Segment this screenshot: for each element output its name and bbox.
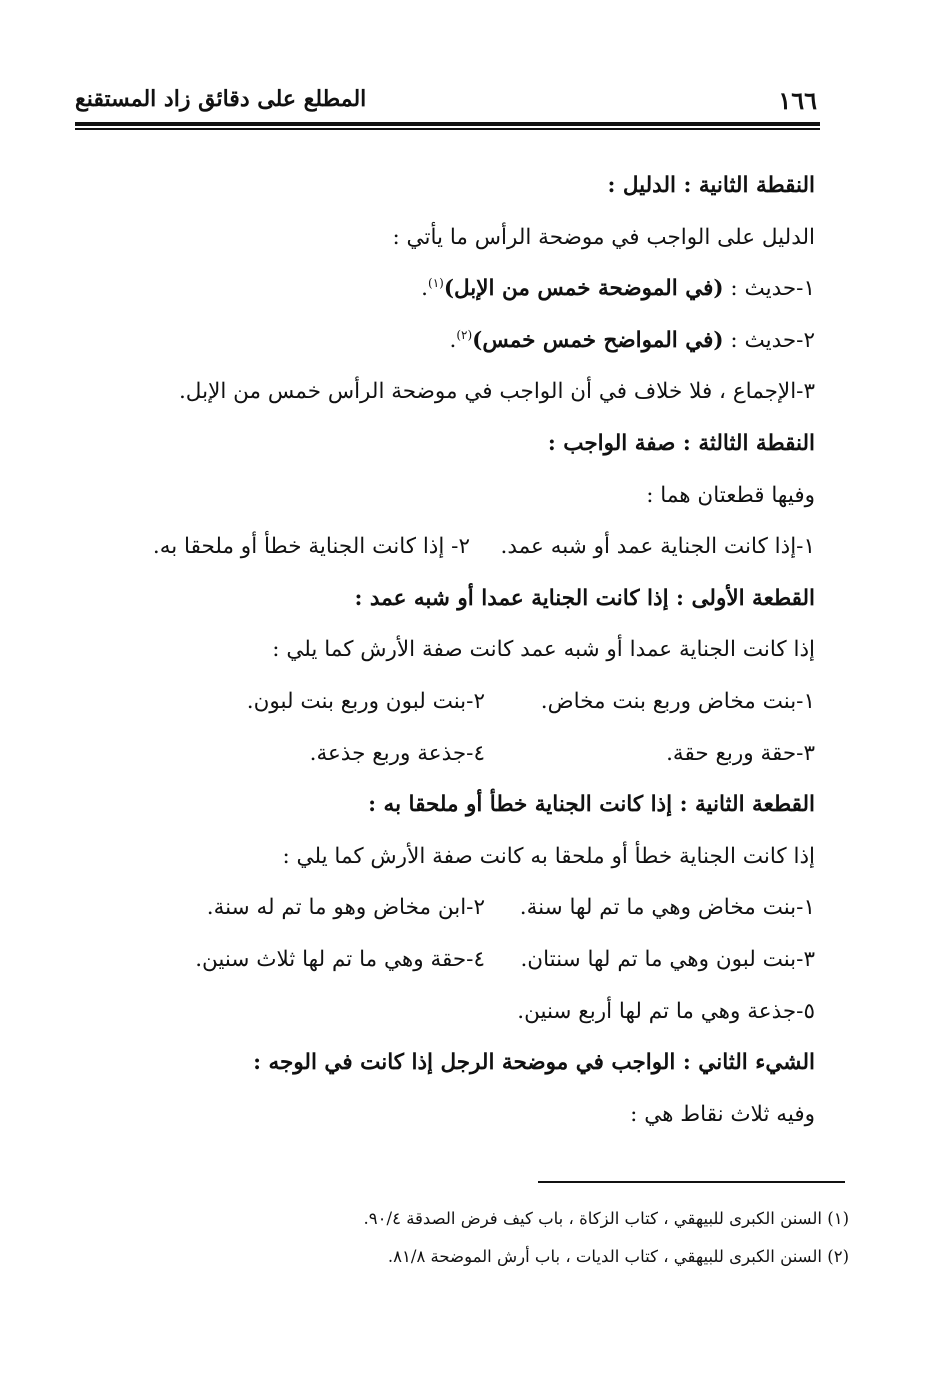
running-header xyxy=(75,86,817,126)
paragraph: الدليل على الواجب في موضحة الرأس ما يأتي : xyxy=(392,224,815,250)
list-item: ٣-حقة وربع حقة. xyxy=(666,740,815,766)
paragraph: وفيه ثلاث نقاط هي : xyxy=(630,1101,815,1127)
list-row xyxy=(73,728,815,780)
book-title: المطلع على دقائق زاد المستقنع xyxy=(75,86,367,112)
list-item: ٢-بنت لبون وربع بنت لبون. xyxy=(246,688,485,714)
punctuation: . xyxy=(421,276,429,302)
section-heading: النقطة الثالثة : صفة الواجب : xyxy=(547,430,815,456)
list-item: ٤-حقة وهي ما تم لها ثلاث سنين. xyxy=(195,946,485,972)
header-rule-thick xyxy=(75,122,820,126)
footnote: (١) السنن الكبرى للبيهقي ، كتاب الزكاة ، باب كيف فرض الصدقة ٩٠/٤. xyxy=(363,1209,849,1228)
section-heading: النقطة الثانية : الدليل : xyxy=(607,173,815,198)
footnote-ref: (٢) xyxy=(456,327,473,342)
footnote-ref: (١) xyxy=(428,276,444,291)
list-item: ٣-بنت لبون وهي ما تم لها سنتان. xyxy=(520,946,815,972)
paragraph: إذا كانت الجناية عمدا أو شبه عمد كانت صفة الأرش كما يلي : xyxy=(272,637,815,663)
list-row xyxy=(73,934,815,986)
list-item: ١-بنت مخاض وربع بنت مخاض. xyxy=(540,688,815,714)
list-item-prefix: ١-حديث : xyxy=(723,276,815,302)
list-item-prefix: ٢-حديث : xyxy=(723,327,815,353)
footnotes xyxy=(149,1200,849,1276)
main-text xyxy=(73,160,815,1140)
paragraph: إذا كانت الجناية خطأ أو ملحقا به كانت صفة الأرش كما يلي : xyxy=(282,843,815,869)
hadith-quote: (في المواضح خمس خمس) xyxy=(472,327,724,353)
section-heading: القطعة الثانية : إذا كانت الجناية خطأ أو ملحقا به : xyxy=(368,792,815,818)
footnote-rule xyxy=(538,1181,845,1183)
page-number: ١٦٦ xyxy=(778,86,817,115)
list-item: ١-بنت مخاض وهي ما تم لها سنة. xyxy=(519,895,815,921)
list-item: ٣-الإجماع ، فلا خلاف في أن الواجب في موضحة الرأس خمس من الإبل. xyxy=(178,379,815,405)
list-item xyxy=(73,315,815,367)
list-item: ١-إذا كانت الجناية عمد أو شبه عمد. xyxy=(500,534,815,560)
list-item: ٥-جذعة وهي ما تم لها أربع سنين. xyxy=(517,998,815,1024)
list-row xyxy=(73,676,815,728)
hadith-quote: (في الموضحة خمس من الإبل) xyxy=(443,276,724,302)
paragraph: وفيها قطعتان هما : xyxy=(646,482,815,508)
section-heading: القطعة الأولى : إذا كانت الجناية عمدا أو شبه عمد : xyxy=(354,585,815,611)
punctuation: . xyxy=(449,327,457,353)
section-heading: الشيء الثاني : الواجب في موضحة الرجل إذا كانت في الوجه : xyxy=(253,1050,815,1076)
header-rule-thin xyxy=(75,128,820,130)
list-item: ٤-جذعة وربع جذعة. xyxy=(309,740,485,766)
list-item: ٢-ابن مخاض وهو ما تم له سنة. xyxy=(206,895,485,921)
footnote: (٢) السنن الكبرى للبيهقي ، كتاب الديات ، باب أرش الموضحة ٨١/٨. xyxy=(387,1247,849,1266)
list-item xyxy=(73,263,815,315)
list-item: ٢- إذا كانت الجناية خطأ أو ملحقا به. xyxy=(152,534,470,560)
list-row xyxy=(73,882,815,934)
list-row xyxy=(73,521,815,573)
